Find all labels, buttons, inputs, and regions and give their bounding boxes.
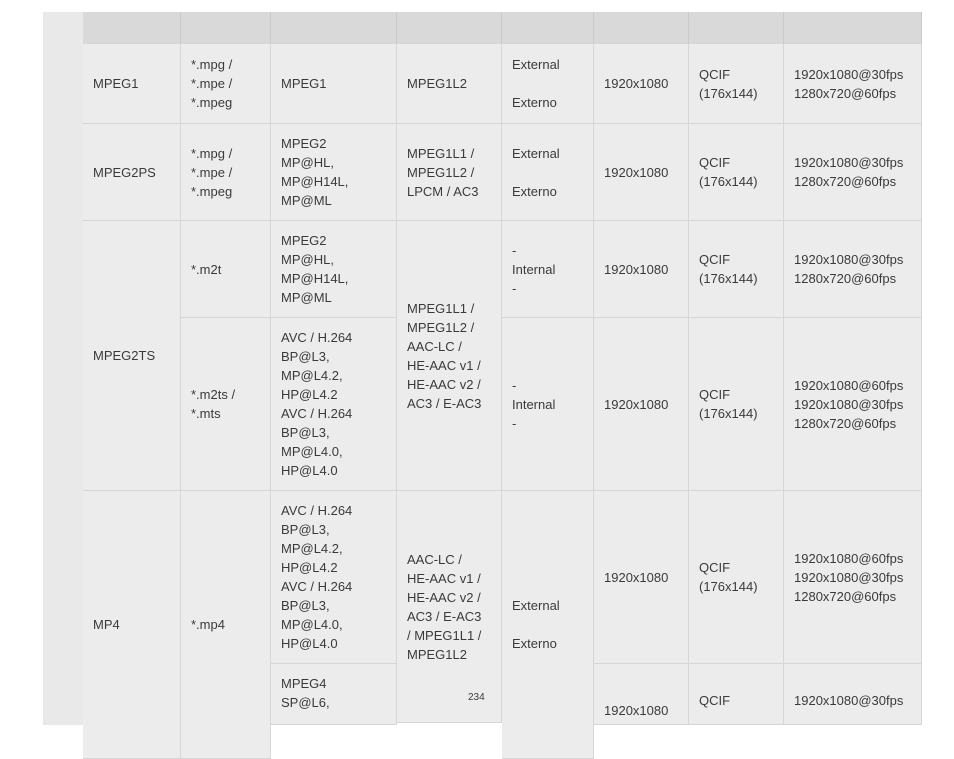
min-resolution-line: QCIF [699,66,731,82]
audio-codec-line: HE-AAC v1 / [407,357,481,373]
extension-cell [181,124,271,221]
video-codec-line: AVC / H.264 [281,579,353,594]
max-frame-line: 1920x1080@30fps [794,155,904,170]
video-codec-cell [271,491,397,664]
extension-line: *.mp4 [191,617,225,632]
max-frame-cell [784,44,922,124]
max-resolution: 1920x1080 [604,164,669,180]
max-frame-line: 1920x1080@30fps [794,396,904,412]
container-cell [83,44,181,124]
min-resolution-cell [689,44,784,124]
video-codec-line: MPEG2 [281,233,327,248]
video-codec-line: MP@ML [281,193,332,208]
header-cell [502,12,594,44]
container-name: MPEG2TS [93,348,156,363]
video-codec-cell [271,664,397,725]
max-frame-line: 1280x720@60fps [794,588,897,604]
max-frame-line: 1920x1080@30fps [794,66,904,82]
audio-codec-line: MPEG1L2 [407,76,467,91]
max-frame-line: 1920x1080@60fps [794,550,904,566]
min-resolution-line: QCIF [699,155,731,170]
header-cell [83,12,181,44]
subtitle-line: Externo [512,636,557,651]
video-codec-cell [271,124,397,221]
min-resolution-cell [689,221,784,318]
video-codec-line: HP@L4.2 [281,387,338,402]
extension-cell [181,491,271,759]
max-frame-line: 1280x720@60fps [794,174,897,189]
audio-codec-cell [397,491,502,723]
audio-codec-cell [397,124,502,221]
video-codec-line: BP@L3, [281,598,330,613]
audio-codec-line: / MPEG1L1 / [407,627,482,643]
video-codec-cell [271,44,397,124]
video-codec-line: MP@HL, [281,155,334,170]
video-codec-line: MP@L4.0, [281,617,343,632]
video-codec-line: HP@L4.0 [281,463,338,478]
subtitle-gap [512,163,583,182]
audio-codec-line: LPCM / AC3 [407,183,479,199]
container-name: MPEG1 [93,76,139,91]
header-cell [594,12,689,44]
audio-codec-line: MPEG1L2 / [407,164,475,180]
max-frame-cell [784,491,922,664]
subtitle-line: - [512,377,517,393]
max-frame-cell [784,124,922,221]
header-cell [271,12,397,44]
audio-codec-line: MPEG1L1 / [407,300,475,316]
page-number: 234 [468,692,485,703]
extension-line: *.mts [191,406,221,421]
subtitle-line: Externo [512,183,557,199]
min-resolution-line: (176x144) [699,579,758,594]
min-resolution-line: QCIF [699,252,731,267]
max-frame-line: 1920x1080@30fps [794,693,904,708]
subtitle-line: Internal [512,261,556,277]
video-codec-line: SP@L6, [281,695,330,710]
subtitle-cell [502,491,594,759]
max-resolution-cell [594,124,689,221]
extension-line: *.mpeg [191,183,233,199]
min-resolution-line: QCIF [699,693,731,708]
extension-line: *.m2ts / [191,387,236,402]
min-resolution-cell [689,124,784,221]
subtitle-cell [502,318,594,491]
video-codec-line: MP@L4.2, [281,541,343,556]
video-codec-line: MP@HL, [281,252,334,267]
video-codec-line: BP@L3, [281,349,330,364]
max-resolution: 1920x1080 [604,703,669,718]
extension-cell [181,44,271,124]
header-cell [397,12,502,44]
subtitle-line: External [512,145,560,161]
header-cell [784,12,922,44]
video-codec-line: HP@L4.0 [281,636,338,651]
extension-line: *.mpe / [191,164,233,180]
max-resolution: 1920x1080 [604,396,669,412]
video-codec-line: MPEG1 [281,76,327,91]
min-resolution-line: (176x144) [699,85,758,101]
video-codec-cell [271,221,397,318]
video-codec-line: MP@L4.0, [281,444,343,459]
min-resolution-line: (176x144) [699,174,758,189]
extension-line: *.m2t [191,261,222,277]
audio-codec-cell [397,44,502,124]
max-frame-line: 1280x720@60fps [794,415,897,431]
subtitle-line: Externo [512,95,557,110]
max-resolution-cell [594,318,689,491]
extension-line: *.mpeg [191,95,233,110]
audio-codec-line: HE-AAC v2 / [407,589,481,605]
max-frame-line: 1280x720@60fps [794,85,897,101]
max-resolution: 1920x1080 [604,261,669,277]
subtitle-cell [502,221,594,318]
audio-codec-line: MPEG1L1 / [407,145,475,161]
video-codec-cell [271,318,397,491]
audio-codec-line: MPEG1L2 [407,646,467,662]
max-frame-line: 1920x1080@60fps [794,377,904,393]
max-resolution-cell [594,44,689,124]
video-codec-line: AVC / H.264 [281,406,353,421]
video-codec-line: AVC / H.264 [281,503,353,518]
video-codec-line: MP@H14L, [281,174,349,189]
max-resolution: 1920x1080 [604,569,669,585]
container-name: MP4 [93,617,120,632]
max-frame-line: 1920x1080@30fps [794,252,904,267]
extension-line: *.mpe / [191,76,233,91]
min-resolution-cell [689,664,784,725]
video-codec-line: MPEG2 [281,136,327,151]
header-cell [689,12,784,44]
subtitle-line: - [512,280,517,296]
subtitle-gap [512,615,583,634]
min-resolution-line: QCIF [699,387,731,402]
max-frame-cell [784,664,922,725]
min-resolution-line: QCIF [699,560,731,575]
audio-codec-cell [397,221,502,491]
extension-line: *.mpg / [191,57,233,72]
container-cell [83,124,181,221]
max-resolution-cell [594,491,689,664]
left-margin-strip [43,12,83,725]
min-resolution-cell [689,491,784,664]
max-frame-cell [784,318,922,491]
video-codec-line: BP@L3, [281,522,330,537]
min-resolution-cell [689,318,784,491]
audio-codec-line: AC3 / E-AC3 [407,395,482,411]
max-frame-line: 1920x1080@30fps [794,569,904,585]
audio-codec-line: AC3 / E-AC3 [407,608,482,624]
min-resolution-line: (176x144) [699,271,758,286]
extension-cell [181,318,271,491]
subtitle-cell [502,44,594,124]
subtitle-line: - [512,242,517,258]
subtitle-gap [512,74,583,93]
audio-codec-line: HE-AAC v2 / [407,376,481,392]
subtitle-line: - [512,415,517,431]
audio-codec-line: HE-AAC v1 / [407,570,481,586]
audio-codec-line: AAC-LC / [407,551,462,567]
max-resolution-cell [594,221,689,318]
subtitle-line: Internal [512,396,556,412]
extension-cell [181,221,271,318]
container-name: MPEG2PS [93,164,156,180]
container-cell [83,491,181,759]
max-resolution-cell [594,664,689,725]
audio-codec-line: AAC-LC / [407,338,462,354]
subtitle-line: External [512,598,560,613]
min-resolution-line: (176x144) [699,406,758,421]
max-frame-cell [784,221,922,318]
video-codec-line: MP@L4.2, [281,368,343,383]
container-cell [83,221,181,491]
video-codec-line: AVC / H.264 [281,330,353,345]
subtitle-line: External [512,57,560,72]
video-codec-line: HP@L4.2 [281,560,338,575]
header-cell [181,12,271,44]
audio-codec-line: MPEG1L2 / [407,319,475,335]
video-codec-line: BP@L3, [281,425,330,440]
subtitle-cell [502,124,594,221]
max-frame-line: 1280x720@60fps [794,271,897,286]
video-codec-line: MP@ML [281,290,332,305]
video-codec-line: MP@H14L, [281,271,349,286]
extension-line: *.mpg / [191,145,233,161]
max-resolution: 1920x1080 [604,76,669,91]
video-codec-line: MPEG4 [281,676,327,691]
